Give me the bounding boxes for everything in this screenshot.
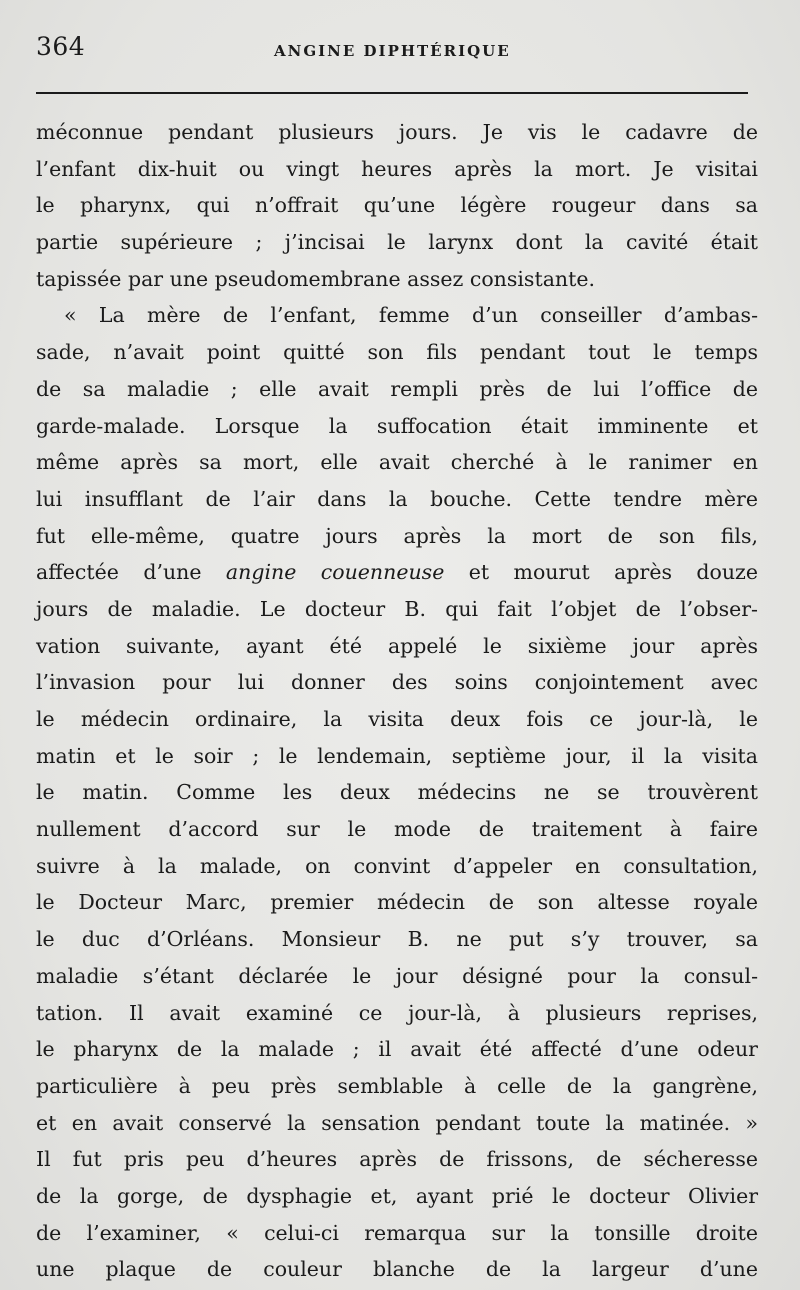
text-line: nullement d’accord sur le mode de traitement à faire: [36, 817, 758, 842]
page-number: 364: [36, 32, 86, 61]
text-line: méconnue pendant plusieurs jours. Je vis le cadavre de: [36, 120, 758, 144]
text-line: particulière à peu près semblable à celle de la gangrène,: [36, 1073, 758, 1098]
text-line: le pharynx de la malade ; il avait été affecté d’une odeur: [36, 1037, 758, 1062]
text-line: suivre à la malade, on convint d’appeler en consultation,: [36, 853, 758, 878]
text-line: « La mère de l’enfant, femme d’un conseiller d’ambas-: [64, 303, 758, 328]
body-text: [36, 114, 758, 1288]
text-line: de l’examiner, « celui-ci remarqua sur la tonsille droite: [36, 1220, 758, 1245]
text-line: l’invasion pour lui donner des soins conjointement avec: [36, 670, 758, 695]
text-line: Il fut pris peu d’heures après de frissons, de sécheresse: [36, 1147, 758, 1172]
text-line-with-italic: [36, 554, 758, 591]
text-line: garde-malade. Lorsque la suffocation était imminente et: [36, 413, 758, 438]
page-header: [36, 32, 748, 72]
text-fragment: affectée d’une: [36, 560, 226, 585]
italic-term: angine couenneuse: [225, 560, 445, 585]
text-line: le duc d’Orléans. Monsieur B. ne put s’y trouver, sa: [36, 927, 758, 952]
text-line: l’enfant dix-huit ou vingt heures après la mort. Je visitai: [36, 156, 758, 181]
text-line: vation suivante, ayant été appelé le sixième jour après: [36, 633, 758, 658]
text-line: de la gorge, de dysphagie et, ayant prié le docteur Olivier: [36, 1183, 758, 1208]
running-title: ANGINE DIPHTÉRIQUE: [274, 42, 511, 60]
text-line: maladie s’étant déclarée le jour désigné pour la consul-: [36, 963, 758, 988]
header-rule: [36, 92, 748, 94]
text-line: jours de maladie. Le docteur B. qui fait l’objet de l’obser-: [36, 596, 758, 621]
text-line: lui insufflant de l’air dans la bouche. Cette tendre mère: [36, 486, 758, 511]
text-line: le pharynx, qui n’offrait qu’une légère rougeur dans sa: [36, 193, 758, 218]
text-line: le médecin ordinaire, la visita deux fois ce jour-là, le: [36, 707, 758, 731]
text-line: le Docteur Marc, premier médecin de son altesse royale: [36, 890, 758, 915]
text-line: une plaque de couleur blanche de la largeur d’une: [36, 1257, 758, 1282]
text-line: tapissée par une pseudomembrane assez consistante.: [36, 266, 596, 291]
text-line: fut elle-même, quatre jours après la mort de son fils,: [36, 523, 758, 548]
text-line: et en avait conservé la sensation pendant toute la matinée. »: [36, 1110, 758, 1135]
text-fragment: et mourut après douze: [444, 560, 758, 585]
text-line: même après sa mort, elle avait cherché à le ranimer en: [36, 450, 758, 475]
text-line: de sa maladie ; elle avait rempli près de lui l’office de: [36, 376, 758, 401]
text-line: le matin. Comme les deux médecins ne se trouvèrent: [36, 780, 758, 805]
text-line: tation. Il avait examiné ce jour-là, à plusieurs reprises,: [36, 1000, 758, 1025]
text-line: matin et le soir ; le lendemain, septième jour, il la visita: [36, 743, 758, 768]
text-line: sade, n’avait point quitté son fils pendant tout le temps: [36, 340, 758, 365]
text-line: partie supérieure ; j’incisai le larynx dont la cavité était: [36, 230, 758, 255]
